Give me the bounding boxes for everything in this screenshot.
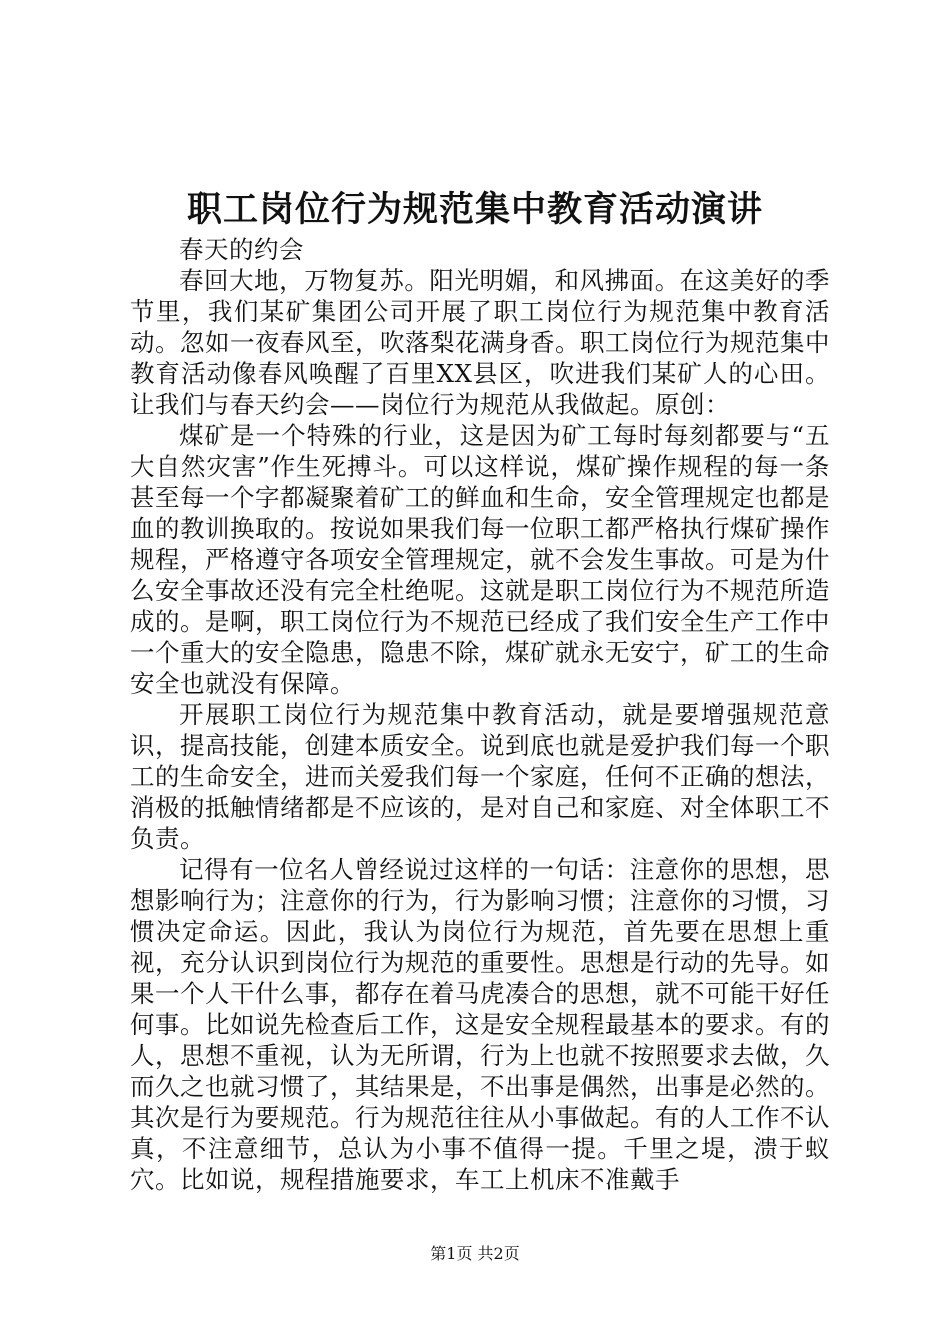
document-body bbox=[130, 234, 830, 1195]
paragraph: 开展职工岗位行为规范集中教育活动，就是要增强规范意识，提高技能，创建本质安全。说到底也就是爱护我们每一个职工的生命安全，进而关爱我们每一个家庭，任何不正确的想法，消极的抵触情绪都是不应该的，是对自己和家庭、对全体职工不负责。 bbox=[130, 700, 830, 853]
document-title: 职工岗位行为规范集中教育活动演讲 bbox=[186, 189, 763, 230]
paragraph: 煤矿是一个特殊的行业，这是因为矿工每时每刻都要与“五大自然灾害”作生死搏斗。可以这样说，煤矿操作规程的每一条甚至每一个字都凝聚着矿工的鲜血和生命，安全管理规定也都是血的教训换取的。按说如果我们每一位职工都严格执行煤矿操作规程，严格遵守各项安全管理规定，就不会发生事故。可是为什么安全事故还没有完全杜绝呢。这就是职工岗位行为不规范所造成的。是啊，职工岗位行为不规范已经成了我们安全生产工作中一个重大的安全隐患，隐患不除，煤矿就永无安宁，矿工的生命安全也就没有保障。 bbox=[130, 421, 830, 698]
paragraph: 春回大地，万物复苏。阳光明媚，和风拂面。在这美好的季节里，我们某矿集团公司开展了职工岗位行为规范集中教育活动。忽如一夜春风至，吹落梨花满身香。职工岗位行为规范集中教育活动像春风唤醒了百里XX县区，吹进我们某矿人的心田。让我们与春天约会——岗位行为规范从我做起。原创： bbox=[130, 266, 830, 419]
paragraph-subtitle: 春天的约会 bbox=[179, 235, 304, 264]
page-number-footer: 第1页 共2页 bbox=[430, 1244, 520, 1263]
paragraph: 记得有一位名人曾经说过这样的一句话：注意你的思想，思想影响行为；注意你的行为，行为影响习惯；注意你的习惯，习惯决定命运。因此，我认为岗位行为规范，首先要在思想上重视，充分认识到岗位行为规范的重要性。思想是行动的先导。如果一个人干什么事，都存在着马虎凑合的思想，就不可能干好任何事。比如说先检查后工作，这是安全规程最基本的要求。有的人，思想不重视，认为无所谓，行为上也就不按照要求去做，久而久之也就习惯了，其结果是，不出事是偶然，出事是必然的。其次是行为要规范。行为规范往往从小事做起。有的人工作不认真，不注意细节，总认为小事不值得一提。千里之堤，溃于蚁穴。比如说，规程措施要求，车工上机床不准戴手 bbox=[130, 855, 830, 1194]
